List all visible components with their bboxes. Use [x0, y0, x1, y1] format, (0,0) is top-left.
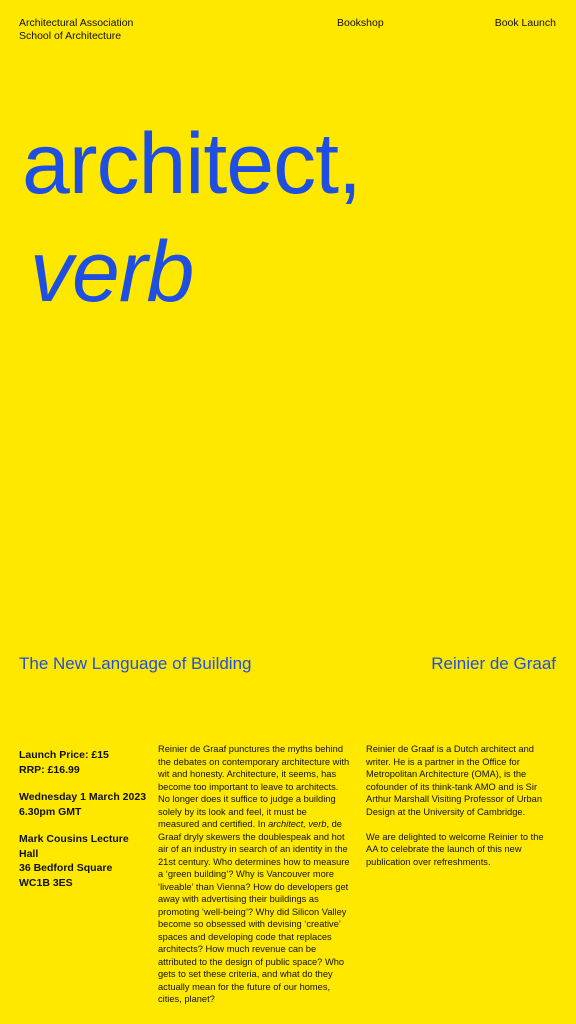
book-launch-label: Book Launch [494, 17, 556, 29]
description-text-1: Reinier de Graaf punctures the myths behind the debates on contemporary architecture with wit and honesty. Architecture, it seems, has become too important to leave to architects. No longer does it suffice to judge a building solely by its look and feel, it must be measured and certified. In [158, 744, 350, 829]
org-line-2: School of Architecture [19, 30, 122, 42]
date-block [19, 790, 149, 819]
book-description [158, 743, 350, 1006]
organization-name [19, 17, 169, 43]
description-text-2: , de Graaf dryly skewers the doublespeak and hot air of an industry in search of an identity in the 21st century. Who determines how to measure a ‘green building’? Why is Vancouver more ‘liveable’ than Vienna? How do developers get away with advertising their buildings as promoting ‘well-being’? Why did Silicon Valley become so obsessed with devising ‘creative’ spaces and developing code that replaces architects? How much revenue can be attributed to the design of public space? Who gets to set these criteria, and what do they actually mean for the future of our homes, cities, planet? [158, 819, 350, 1004]
launch-price: Launch Price: £15 [19, 749, 109, 761]
bio-paragraph-2: We are delighted to welcome Reinier to the AA to celebrate the launch of this new publication over refreshments. [366, 831, 544, 867]
title-line-1: architect, [22, 116, 361, 212]
bio-paragraph-1: Reinier de Graaf is a Dutch architect and writer. He is a partner in the Office for Metropolitan Architecture (OMA), is the cofounder of its think-tank AMO and is Sir Arthur Marshall Visiting Professor of Urban Design at the University of Cambridge. [366, 744, 543, 817]
org-line-1: Architectural Association [19, 17, 134, 29]
author-name: Reinier de Graaf [431, 654, 556, 673]
price-block [19, 748, 149, 777]
venue-block [19, 832, 149, 890]
description-book-title: architect, verb [268, 819, 327, 829]
rrp-price: RRP: £16.99 [19, 763, 80, 776]
venue-name: Mark Cousins Lecture Hall [19, 833, 129, 860]
book-subtitle: The New Language of Building [19, 654, 252, 673]
venue-postcode: WC1B 3ES [19, 876, 73, 889]
venue-address: 36 Bedford Square [19, 862, 113, 874]
event-time: 6.30pm GMT [19, 805, 82, 818]
author-bio [366, 743, 556, 881]
bookshop-label: Bookshop [337, 17, 384, 29]
event-date: Wednesday 1 March 2023 [19, 791, 147, 803]
event-details [19, 748, 149, 903]
title-line-2: verb [30, 224, 194, 320]
